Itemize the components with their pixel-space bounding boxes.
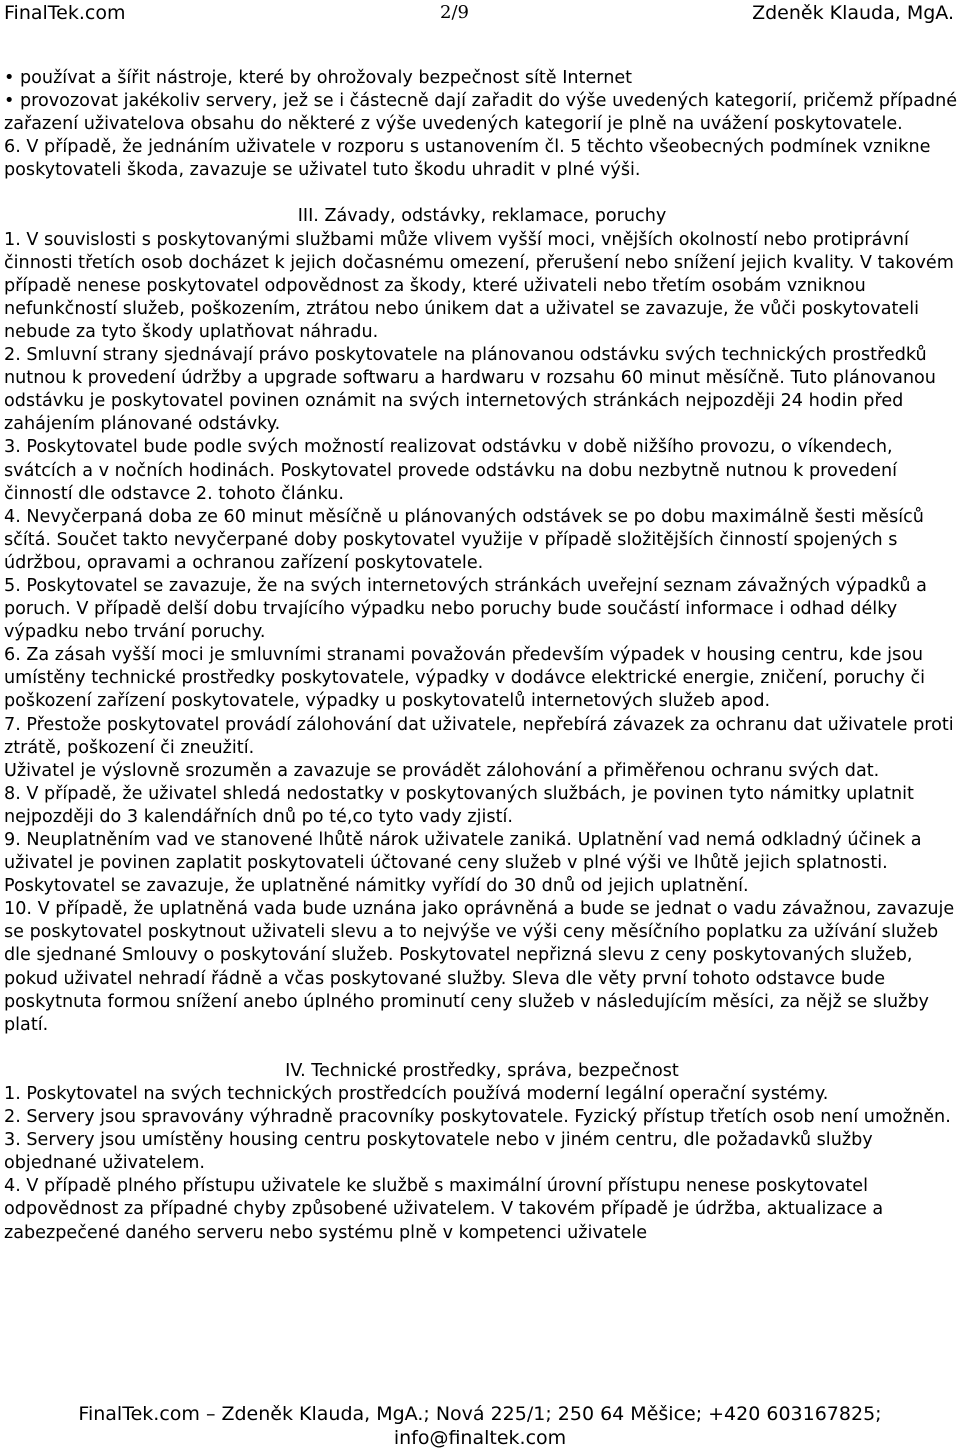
- page-header: [0, 0, 960, 26]
- paragraph: 4. V případě plného přístupu uživatele ke službě s maximální úrovní přístupu nenese poskytovatel odpovědnost za případné chyby způsobené uživatelem. V takovém případě je údržba, aktualizace a zabezpečené daného serveru nebo systému plně v kompetenci uživatele: [4, 1176, 884, 1243]
- bullet-item: • používat a šířit nástroje, které by ohrožovaly bezpečnost sítě Internet: [4, 67, 960, 90]
- document-body: [4, 67, 960, 1245]
- paragraph: 4. Nevyčerpaná doba ze 60 minut měsíčně u plánovaných odstávek se po dobu maximálně šesti měsíců sčítá. Součet takto nevyčerpané doby poskytovatel využije v případě složitějších činností spojených s údržbou, opravami a ochranou zařízení poskytovatele.: [4, 506, 924, 573]
- paragraph: 7. Přestože poskytovatel provádí zálohování dat uživatele, nepřebírá závazek za ochranu dat uživatele proti ztrátě, poškození či zneužití.: [4, 714, 954, 758]
- header-site-name: FinalTek.com: [4, 2, 126, 24]
- paragraph: 1. Poskytovatel na svých technických prostředcích používá moderní legální operační systémy.: [4, 1083, 829, 1104]
- paragraph: 2. Servery jsou spravovány výhradně pracovníky poskytovatele. Fyzický přístup třetích osob není umožněn.: [4, 1107, 951, 1128]
- paragraph: 3. Poskytovatel bude podle svých možností realizovat odstávku v době nižšího provozu, o víkendech, svátcích a v nočních hodinách. Poskytovatel provede odstávku na dobu nezbytně nutnou k provedení činností dle odstavce 2. tohoto článku.: [4, 437, 898, 504]
- header-author: Zdeněk Klauda, MgA.: [752, 2, 954, 24]
- section-gap: [4, 1037, 960, 1060]
- paragraph: 10. V případě, že uplatněná vada bude uznána jako oprávněná a bude se jednat o vadu závažnou, zavazuje se poskytovatel poskytnout uživateli slevu a to nejvýše ve výši ceny měsíčního poplatku za užívání služeb dle sjednané Smlouvy o poskytování služeb. Poskytovatel nepřizná slevu z ceny poskytovaných služeb, pokud uživatel nehradí řádně a včas poskytované služby. Sleva dle věty první tohoto odstavce bude poskytnuta formou snížení anebo úplného prominutí ceny služeb v následujícím měsíci, za nějž se služby platí.: [4, 899, 955, 1035]
- paragraph: 6. Za zásah vyšší moci je smluvními stranami považován především výpadek v housing centru, kde jsou umístěny technické prostředky poskytovatele, výpadky v dodávce elektrické energie, zničení, poruchy či poškození zařízení poskytovatele, výpadky u poskytovatelů internetových služeb apod.: [4, 645, 926, 712]
- paragraph: 3. Servery jsou umístěny housing centru poskytovatele nebo v jiném centru, dle požadavků služby objednané uživatelem.: [4, 1130, 873, 1174]
- paragraph: 9. Neuplatněním vad ve stanovené lhůtě nárok uživatele zaniká. Uplatnění vad nemá odkladný účinek a uživatel je povinen zaplatit poskytovateli účtované ceny služeb v plné výši ve lhůtě jejich splatnosti. Poskytovatel se zavazuje, že uplatněné námitky vyřídí do 30 dnů od jejich uplatnění.: [4, 830, 922, 897]
- header-page-number: 2/9: [440, 2, 469, 23]
- section-heading: III. Závady, odstávky, reklamace, poruchy: [297, 206, 667, 227]
- paragraph: 5. Poskytovatel se zavazuje, že na svých internetových stránkách uveřejní seznam závažných výpadků a poruch. V případě delší dobu trvajícího výpadku nebo poruchy bude součástí informace i odhad délky výpadku nebo trvání poruchy.: [4, 575, 927, 643]
- bullet-item: • provozovat jakékoliv servery, jež se i částecně dají zařadit do výše uvedených kategorií, pričemž případné zařazení uživatelova obsahu do některé z výše uvedených kategorií je plně na uvážení poskytovatele.: [4, 90, 960, 136]
- footer-contact: FinalTek.com – Zdeněk Klauda, MgA.; Nová 225/1; 250 64 Měšice; +420 603167825;: [78, 1403, 882, 1425]
- paragraph: 2. Smluvní strany sjednávají právo poskytovatele na plánovanou odstávku svých technických prostředků nutnou k provedení údržby a upgrade softwaru a hardwaru v rozsahu 60 minut měsíčně. Tuto plánovanou odstávku je poskytovatel povinen oznámit na svých internetových stránkách nejpozději 24 hodin před zahájením plánované odstávky.: [4, 345, 936, 435]
- footer-email: info@finaltek.com: [393, 1427, 567, 1449]
- section-gap: [4, 182, 960, 205]
- paragraph: 6. V případě, že jednáním uživatele v rozporu s ustanovením čl. 5 těchto všeobecných podmínek vznikne poskytovateli škoda, zavazuje se uživatel tuto škodu uhradit v plné výši.: [4, 137, 931, 181]
- paragraph: 1. V souvislosti s poskytovanými službami může vlivem vyšší moci, vnějších okolností nebo protiprávní činnosti třetích osob docházet k jejich dočasnému omezení, přerušení nebo snížení jejich kvality. V takovém případě nenese poskytovatel odpovědnost za škody, které uživateli nebo třetím osobám vzniknou nefunkčností služeb, poškozením, ztrátou nebo únikem dat a uživatel se zavazuje, že vůči poskytovateli nebude za tyto škody uplatňovat náhradu.: [4, 229, 954, 342]
- paragraph: 8. V případě, že uživatel shledá nedostatky v poskytovaných službách, je povinen tyto námitky uplatnit nejpozději do 3 kalendářních dnů po té,co tyto vady zjistí.: [4, 783, 914, 827]
- paragraph: Uživatel je výslovně srozuměn a zavazuje se provádět zálohování a přiměřenou ochranu svých dat.: [4, 760, 880, 781]
- page-footer: [0, 1402, 960, 1450]
- section-heading: IV. Technické prostředky, správa, bezpečnost: [285, 1060, 679, 1081]
